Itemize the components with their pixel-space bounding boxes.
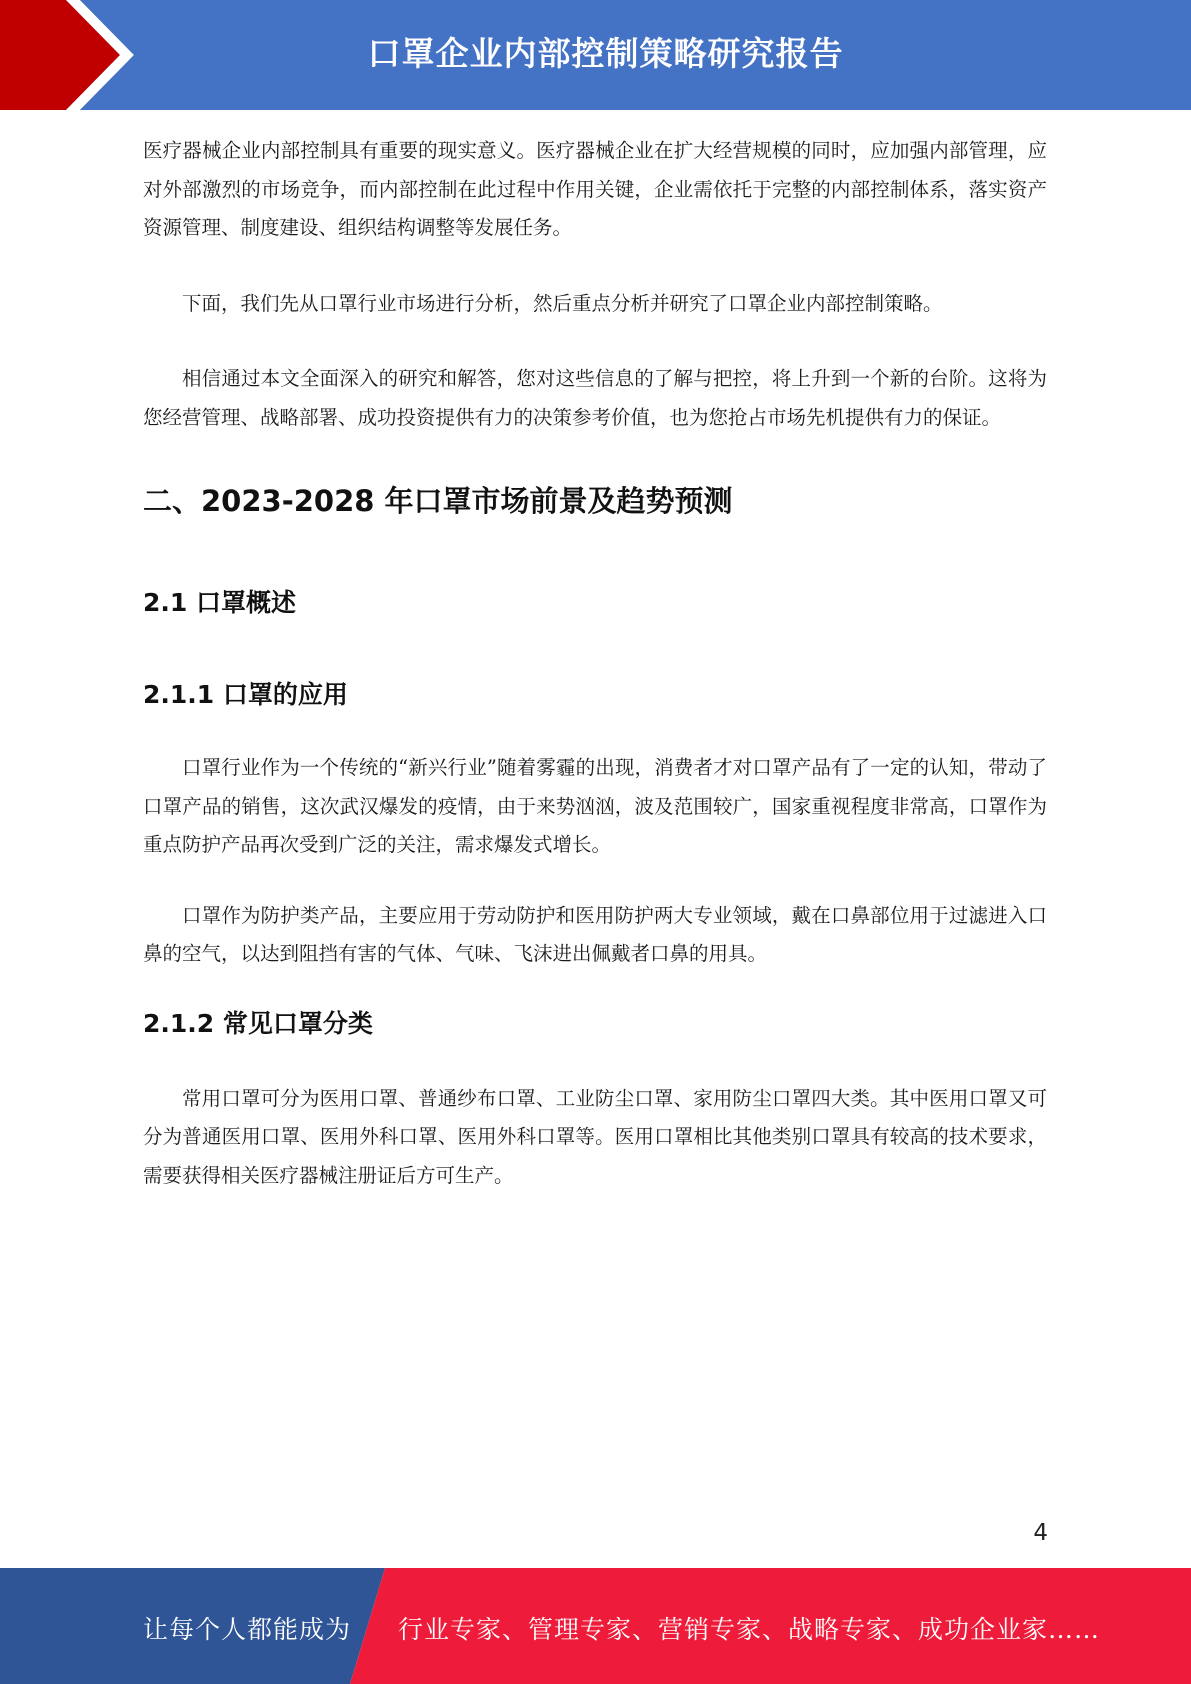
subsection-heading-2-1: 2.1 口罩概述 [143, 588, 296, 617]
subsection-heading-2-1-2: 2.1.2 常见口罩分类 [143, 1008, 373, 1038]
intro-paragraph-3: 相信通过本文全面深入的研究和解答，您对这些信息的了解与把控，将上升到一个新的台阶。这将为您经营管理、战略部署、成功投资提供有力的决策参考价值，也为您抢占市场先机提供有力的保证。 [143, 367, 1047, 429]
application-paragraph-2: 口罩作为防护类产品，主要应用于劳动防护和医用防护两大专业领域，戴在口鼻部位用于过滤进入口鼻的空气，以达到阻挡有害的气体、气味、飞沫进出佩戴者口鼻的用具。 [143, 903, 1047, 965]
application-paragraph-1: 口罩行业作为一个传统的“新兴行业”随着雾霾的出现，消费者才对口罩产品有了一定的认知，带动了口罩产品的销售，这次武汉爆发的疫情，由于来势汹汹，波及范围较广，国家重视程度非常高，口罩作为重点防护产品再次受到广泛的关注，需求爆发式增长。 [143, 756, 1047, 856]
document-body [143, 132, 1047, 1195]
page-footer [0, 1568, 1191, 1684]
footer-slogan-left: 让每个人都能成为 [143, 1615, 352, 1644]
report-title: 口罩企业内部控制策略研究报告 [367, 34, 844, 73]
subsection-heading-2-1-1: 2.1.1 口罩的应用 [143, 680, 348, 709]
intro-paragraph-1: 医疗器械企业内部控制具有重要的现实意义。医疗器械企业在扩大经营规模的同时，应加强内部管理，应对外部激烈的市场竞争，而内部控制在此过程中作用关键，企业需依托于完整的内部控制体系，落实资产资源管理、制度建设、组织结构调整等发展任务。 [143, 139, 1047, 239]
classification-paragraph: 常用口罩可分为医用口罩、普通纱布口罩、工业防尘口罩、家用防尘口罩四大类。其中医用口罩又可分为普通医用口罩、医用外科口罩、医用外科口罩等。医用口罩相比其他类别口罩具有较高的技术要求，需要获得相关医疗器械注册证后方可生产。 [143, 1086, 1047, 1187]
page-number: 4 [1033, 1520, 1048, 1546]
footer-slogan-right: 行业专家、管理专家、营销专家、战略专家、成功企业家…… [398, 1615, 1101, 1644]
section-heading: 二、2023-2028 年口罩市场前景及趋势预测 [143, 484, 733, 518]
intro-paragraph-2: 下面，我们先从口罩行业市场进行分析，然后重点分析并研究了口罩企业内部控制策略。 [182, 291, 943, 315]
page-header [0, 0, 1191, 110]
